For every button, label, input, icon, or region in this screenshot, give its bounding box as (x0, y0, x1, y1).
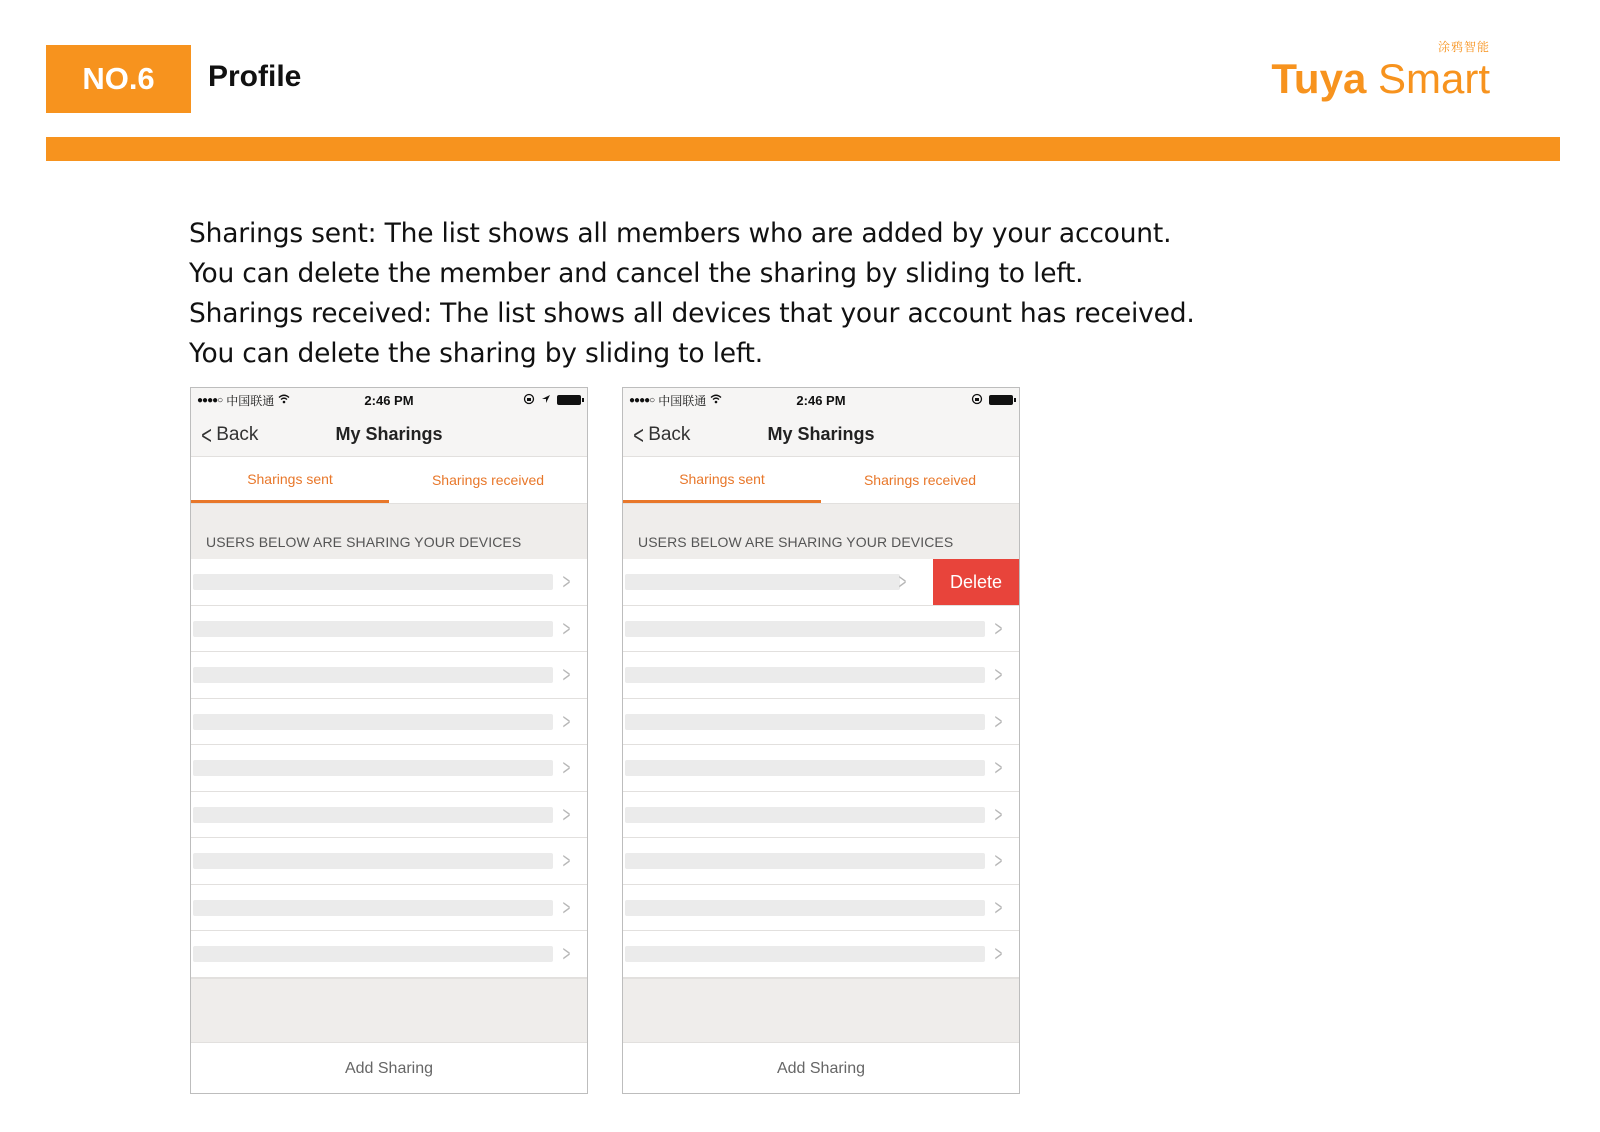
blurred-member-name (193, 667, 553, 683)
chevron-right-icon: > (994, 941, 1003, 966)
add-sharing-button[interactable]: Add Sharing (191, 1042, 587, 1095)
carrier-name: 中国联通 (226, 393, 275, 408)
chevron-right-icon: > (562, 894, 571, 920)
navigation-bar (191, 412, 587, 457)
description-line: You can delete the sharing by sliding to left. (189, 338, 763, 369)
list-item[interactable] (623, 885, 1019, 932)
list-item[interactable] (191, 559, 587, 606)
chevron-right-icon: > (562, 662, 571, 687)
description-line: You can delete the member and cancel the sharing by sliding to left. (189, 258, 1084, 289)
chevron-right-icon: > (562, 801, 571, 827)
back-button[interactable] (199, 412, 258, 457)
navigation-bar (623, 412, 1019, 457)
sharing-list (623, 559, 1019, 978)
logo-tuya: Tuya (1271, 55, 1367, 102)
status-time: 2:46 PM (796, 392, 846, 408)
add-sharing-button[interactable]: Add Sharing (623, 1042, 1019, 1095)
list-item[interactable] (191, 699, 587, 746)
nav-title: My Sharings (335, 423, 443, 444)
blurred-member-name (625, 900, 985, 916)
chevron-right-icon: > (994, 708, 1003, 734)
blurred-member-name (193, 621, 553, 637)
list-item[interactable] (623, 838, 1019, 885)
blurred-member-name (193, 574, 553, 590)
back-label: Back (648, 423, 691, 445)
logo-chinese-text: 涂鸦智能 (1437, 40, 1490, 54)
chevron-right-icon: > (562, 755, 571, 780)
list-item[interactable] (191, 745, 587, 792)
chevron-right-icon: > (994, 848, 1003, 873)
status-bar (191, 388, 587, 412)
logo-wordmark (1271, 57, 1490, 101)
list-item[interactable] (623, 792, 1019, 839)
phone-screenshot-swipe-delete (622, 387, 1020, 1094)
delete-button[interactable]: Delete (933, 559, 1019, 605)
tab-sharings-sent[interactable]: Sharings sent (191, 457, 389, 503)
chevron-right-icon: > (562, 569, 571, 594)
list-section-header: USERS BELOW ARE SHARING YOUR DEVICES (623, 504, 1019, 559)
list-item[interactable] (623, 745, 1019, 792)
carrier-name: 中国联通 (658, 393, 707, 408)
chevron-right-icon: > (994, 615, 1003, 641)
section-title: Profile (208, 60, 302, 93)
blurred-member-name (625, 853, 985, 869)
chevron-left-icon: < (201, 419, 212, 450)
list-item[interactable] (191, 606, 587, 653)
header-divider-bar (46, 137, 1560, 161)
list-item[interactable] (191, 792, 587, 839)
sharing-list (191, 559, 587, 978)
list-item[interactable] (191, 931, 587, 978)
list-item[interactable] (623, 931, 1019, 978)
blurred-member-name (625, 667, 985, 683)
chevron-right-icon: > (562, 848, 571, 873)
blurred-member-name (625, 807, 985, 823)
status-time: 2:46 PM (364, 392, 414, 408)
phone-screenshot-sharings-list (190, 387, 588, 1094)
empty-space (191, 978, 587, 1042)
battery-icon (557, 395, 581, 405)
list-item[interactable] (623, 606, 1019, 653)
chevron-right-icon: > (994, 894, 1003, 920)
blurred-member-name (193, 760, 553, 776)
description-text (189, 214, 1289, 374)
blurred-member-name (193, 714, 553, 730)
blurred-member-name (193, 807, 553, 823)
back-button[interactable] (631, 412, 690, 457)
list-item[interactable] (191, 885, 587, 932)
blurred-member-name (625, 621, 985, 637)
blurred-member-name (625, 714, 985, 730)
list-item[interactable] (191, 652, 587, 699)
chevron-right-icon: > (994, 801, 1003, 827)
chevron-right-icon: > (994, 662, 1003, 687)
blurred-member-name (193, 853, 553, 869)
list-section-header: USERS BELOW ARE SHARING YOUR DEVICES (191, 504, 587, 559)
list-item-swiped[interactable] (623, 559, 1019, 606)
signal-strength-icon: ●●●●○ (197, 394, 223, 406)
nav-title: My Sharings (767, 423, 875, 444)
description-line: Sharings received: The list shows all devices that your account has received. (189, 298, 1195, 329)
back-label: Back (216, 423, 259, 445)
tab-sharings-sent[interactable]: Sharings sent (623, 457, 821, 503)
tuya-smart-logo (1271, 38, 1490, 101)
tab-bar (191, 457, 587, 504)
chevron-right-icon: > (994, 755, 1003, 780)
battery-icon (989, 395, 1013, 405)
chevron-right-icon: > (562, 615, 571, 641)
status-bar (623, 388, 1019, 412)
list-item[interactable] (623, 652, 1019, 699)
chevron-right-icon: > (562, 941, 571, 966)
blurred-member-name (625, 760, 985, 776)
empty-space (623, 978, 1019, 1042)
description-line: Sharings sent: The list shows all members who are added by your account. (189, 218, 1172, 249)
blurred-member-name (193, 900, 553, 916)
blurred-member-name (625, 946, 985, 962)
logo-smart: Smart (1366, 55, 1490, 102)
list-item[interactable] (191, 838, 587, 885)
list-item[interactable] (623, 699, 1019, 746)
chevron-left-icon: < (633, 419, 644, 450)
tab-bar (623, 457, 1019, 504)
signal-strength-icon: ●●●●○ (629, 394, 655, 406)
chevron-right-icon: > (898, 569, 907, 594)
blurred-member-name (193, 946, 553, 962)
tab-sharings-received[interactable]: Sharings received (431, 472, 545, 488)
tab-sharings-received[interactable]: Sharings received (863, 472, 977, 488)
section-number-badge: NO.6 (46, 45, 191, 113)
chevron-right-icon: > (562, 708, 571, 734)
blurred-member-name (625, 574, 900, 590)
